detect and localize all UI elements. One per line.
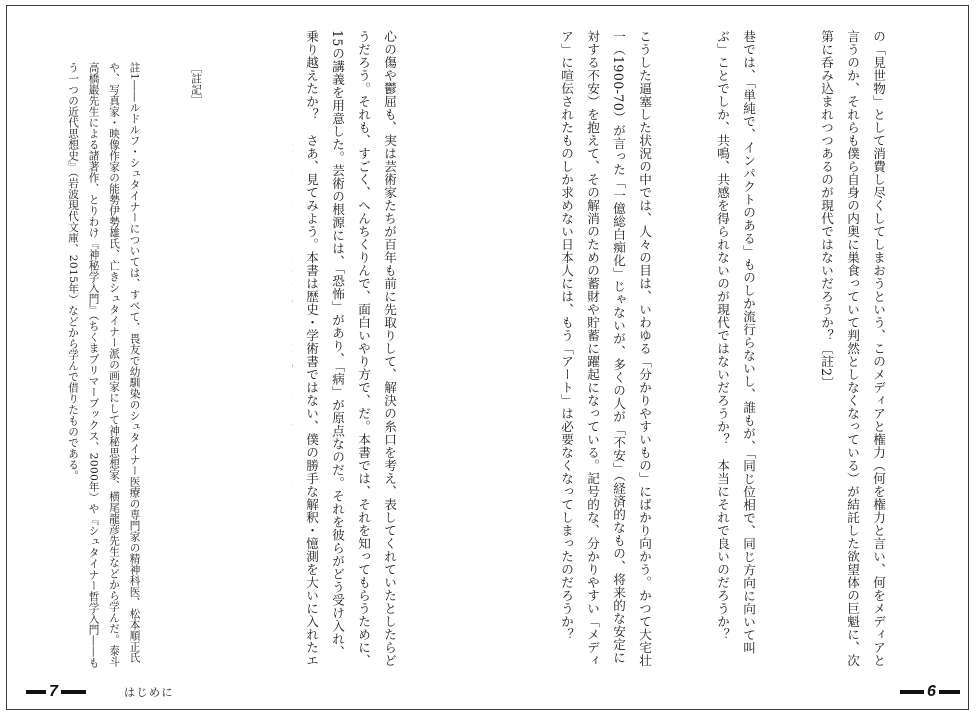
page-number-badge — [26, 682, 86, 704]
page-number: 7 — [46, 683, 61, 701]
left-page-footer — [26, 682, 386, 712]
running-head: はじめに — [124, 687, 174, 699]
right-page-body — [548, 30, 943, 670]
paragraph: 巷では、「単純で、インパクトのある」ものしか流行らないし、誰もが、「同じ位相で、同じ方向に向いて叫ぶ」ことでしか、共鳴、共感を得られないのが現代ではないだろうか？ 本当にそれで良いのだろうか？ — [715, 30, 756, 655]
paragraph: こうした逼塞した状況の中では、人々の目は、いわゆる「分かりやすいもの」にばかり向かう。かつて大宅壮一（1900‐70）が言った「一億総白痴化」じゃないが、多くの人が「不安」（経済的なもの、将来的な安定に対する不安）を抱えて、その解消のための蓄財や貯蓄に躍起になっている。記号的な、分かりやすい「メディア」に喧伝されたものしか求めない日本人には、もう「アート」は必要なくなってしまったのだろうか？ — [559, 30, 652, 667]
right-page-footer — [900, 682, 960, 704]
notes-heading: ［註記］ — [190, 62, 202, 106]
paragraph: の「見世物」として消費し尽くしてしまおうという、このメディアと権力（何を権力と言い、何をメディアと言うのか、それらも僕ら自身の内奥に巣食っていて判然としなくなっている）が結託した欲望体の巨魁に、次第に呑み込まれつつあるのが現代ではないだろうか？〔註2〕 — [819, 30, 886, 667]
left-page-notes — [52, 62, 247, 674]
note-1: 註1――ルドルフ・シュタイナーについては、すべて、畏友で幼馴染のシュタイナー医療の専門家の精神科医、松本順正氏や、写真家・映像作家の能勢伊勢雄氏、亡きシュタイナー派の画家にして神秘思想家、横尾龍彦先生などから学んだ。泰斗高橋巖先生による諸著作、とりわけ『神秘学入門』（ちくまプリマーブックス、2000年）や『シュタイナー哲学入門――もう一つの近代思想史』（岩波現代文庫、2015年）などから学んで借りたものである。 — [67, 62, 141, 669]
page-number: 6 — [924, 683, 939, 701]
left-page-body — [292, 30, 454, 670]
paragraph: 心の傷や鬱屈も、実は芸術家たちが百年も前に先取りして、解決の糸口を考え、表してくれていたとしたらどうだろう。それも、すごく、へんちくりんで、面白いやり方で、だ。本書では、それを知ってもらうために、15の講義を用意した。芸術の根源には、「恐怖」があり、「病」が原点なのだ。それを彼らがどう受け入れ、乗り越えたか？ さあ、見てみよう。本書は歴史・学術書ではない、僕の勝手な解釈・憶測を大いに入れたエ — [304, 30, 397, 667]
